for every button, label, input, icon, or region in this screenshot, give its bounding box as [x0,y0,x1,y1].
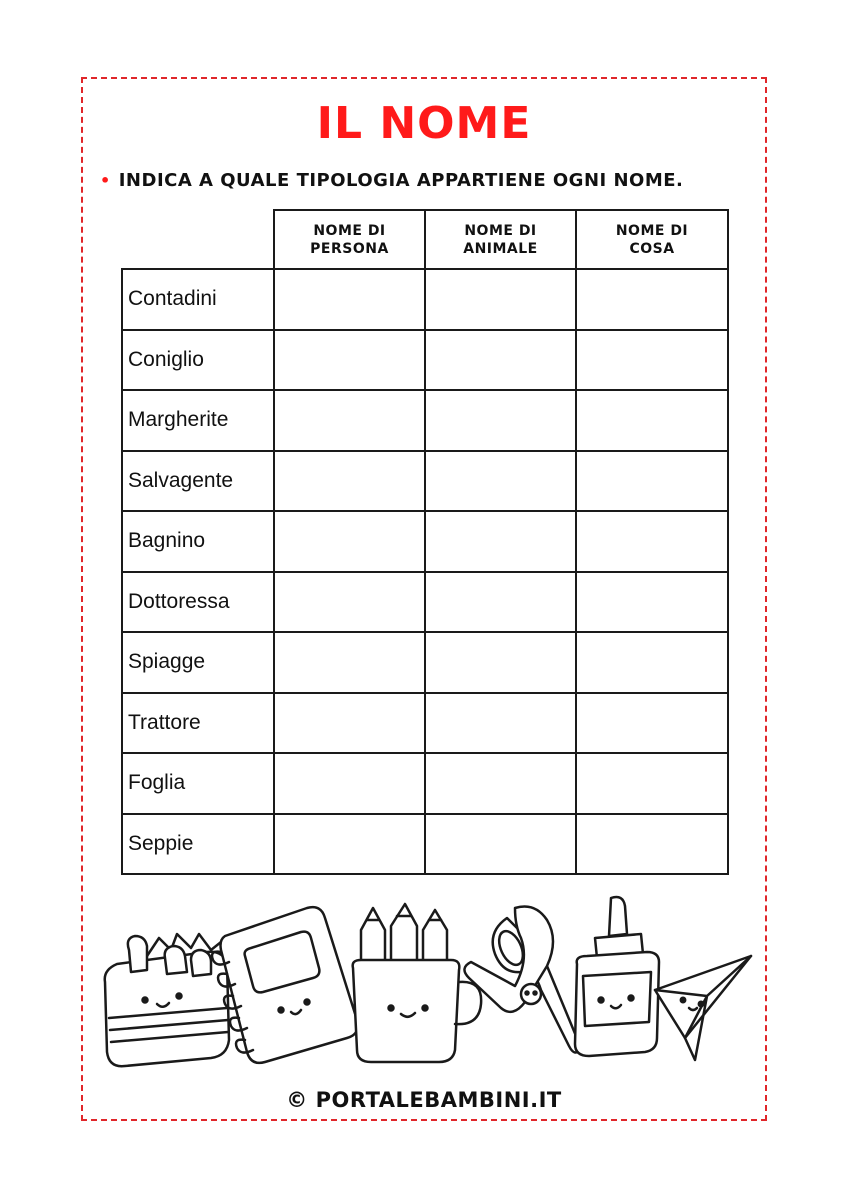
persona-cell[interactable] [274,330,425,391]
persona-cell[interactable] [274,814,425,875]
cosa-cell[interactable] [576,451,728,512]
glue-bottle-icon [575,897,659,1056]
persona-cell[interactable] [274,693,425,754]
table-row [122,572,728,633]
cosa-cell[interactable] [576,572,728,633]
persona-cell[interactable] [274,269,425,330]
persona-cell[interactable] [274,753,425,814]
table-row [122,330,728,391]
school-supplies-illustration [95,890,755,1070]
table-row [122,814,728,875]
row-word: Coniglio [122,330,274,391]
table-corner [122,210,274,269]
cosa-cell[interactable] [576,330,728,391]
header-animale: NOME DI ANIMALE [425,210,576,269]
row-word: Dottoressa [122,572,274,633]
animale-cell[interactable] [425,390,576,451]
persona-cell[interactable] [274,511,425,572]
paper-plane-icon [655,956,751,1060]
table-row [122,753,728,814]
instruction [100,168,683,194]
row-word: Salvagente [122,451,274,512]
animale-cell[interactable] [425,451,576,512]
row-word: Spiagge [122,632,274,693]
row-word: Bagnino [122,511,274,572]
pencil-cup-icon [353,904,481,1062]
scissors-icon [464,907,581,1053]
cosa-cell[interactable] [576,753,728,814]
cosa-cell[interactable] [576,814,728,875]
header-cosa: NOME DI COSA [576,210,728,269]
table-row [122,269,728,330]
crayon-box-icon [105,934,229,1066]
persona-cell[interactable] [274,632,425,693]
row-word: Margherite [122,390,274,451]
animale-cell[interactable] [425,632,576,693]
cosa-cell[interactable] [576,269,728,330]
animale-cell[interactable] [425,572,576,633]
animale-cell[interactable] [425,814,576,875]
instruction-bullet: • [100,171,111,190]
animale-cell[interactable] [425,693,576,754]
row-word: Trattore [122,693,274,754]
instruction-text: INDICA A QUALE TIPOLOGIA APPARTIENE OGNI NOME. [118,170,684,191]
table-row [122,511,728,572]
animale-cell[interactable] [425,511,576,572]
persona-cell[interactable] [274,572,425,633]
cosa-cell[interactable] [576,693,728,754]
cosa-cell[interactable] [576,390,728,451]
table-row [122,390,728,451]
classification-table [121,209,729,875]
cosa-cell[interactable] [576,632,728,693]
cosa-cell[interactable] [576,511,728,572]
row-word: Seppie [122,814,274,875]
persona-cell[interactable] [274,390,425,451]
header-persona: NOME DI PERSONA [274,210,425,269]
page-title: IL NOME [316,98,532,149]
notebook-icon [212,907,358,1063]
table-row [122,632,728,693]
animale-cell[interactable] [425,753,576,814]
copyright-footer: © PORTALEBAMBINI.IT [286,1088,562,1112]
animale-cell[interactable] [425,330,576,391]
table-row [122,693,728,754]
row-word: Contadini [122,269,274,330]
table-row [122,451,728,512]
table-header-row [122,210,728,269]
animale-cell[interactable] [425,269,576,330]
persona-cell[interactable] [274,451,425,512]
row-word: Foglia [122,753,274,814]
